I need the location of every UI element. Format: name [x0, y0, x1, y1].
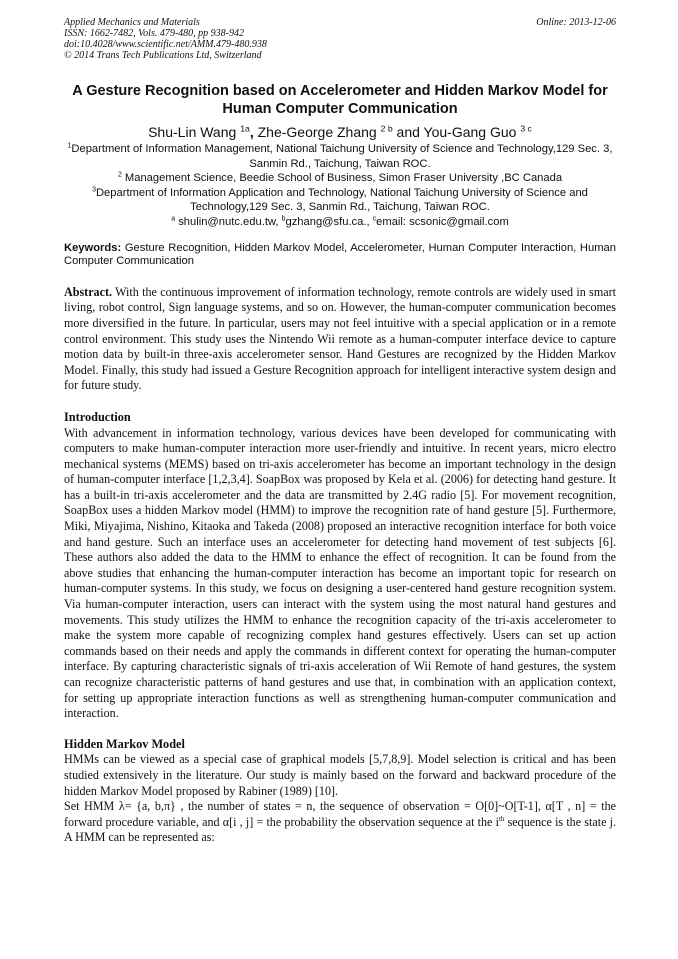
email-b[interactable]: gzhang@sfu.ca.,: [285, 215, 370, 228]
copyright-line: © 2014 Trans Tech Publications Ltd, Switzerland: [64, 50, 262, 61]
author-3: You-Gang Guo: [423, 124, 517, 140]
affiliation-1: [64, 142, 616, 171]
hmm-heading: Hidden Markov Model: [64, 736, 185, 751]
hmm-paragraph-2-sup: th: [498, 814, 505, 823]
affiliation-2: [64, 171, 616, 186]
email-a-sup: a: [171, 215, 176, 223]
abstract-label: Abstract.: [64, 284, 113, 299]
keywords-label: Keywords:: [64, 241, 122, 254]
online-date: Online: 2013-12-06: [536, 17, 616, 28]
email-c-sup: c: [372, 215, 377, 223]
email-a[interactable]: shulin@nutc.edu.tw,: [178, 215, 279, 228]
keywords: [64, 242, 616, 269]
issn-line: ISSN: 1662-7482, Vols. 479-480, pp 938-942: [64, 28, 244, 39]
affiliation-1-sup: 1: [67, 142, 72, 150]
affiliations: [64, 142, 616, 230]
abstract-text: With the continuous improvement of information technology, remote controls are widely used in smart living, robot control, Sign language systems, and so on. However, the human-computer communication becomes more diversified in the future. In particular, users may not feel intuitive with a special application or in a remote control environment. This study uses the Nintendo Wii remote as a human-computer interface device to capture motion data by built-in three-axis accelerometer sensor. Hand Gestures are recognized by the Hidden Markov Model. Finally, this study had issued a Gesture Recognition approach for intelligent interactive system design and for future study.: [64, 284, 616, 393]
affiliation-2-sup: 2: [117, 171, 122, 179]
hmm-section: [64, 737, 616, 846]
introduction-heading: Introduction: [64, 409, 131, 424]
hmm-paragraph-2a: Set HMM λ= {a, b,π} , the number of states = n, the sequence of observation = O[0]~O[T-1], α[T , n] = the forward procedure variable, and α[i , j] = the probability the observation sequence at the i: [64, 799, 616, 829]
introduction-text: With advancement in information technology, various devices have been developed for communicating with computers to make human-computer interaction more user-friendly and intuitive. In recent years, micro electro mechanical systems (MEMS) based on tri-axis accelerometer has become an important technology in the design of human-computer interface [1,2,3,4]. SoapBox was proposed by Kela et al. (2006) for detecting hand gesture. It has a built-in tri-axis accelerometer and the data are transmitted by 2.4G radio [5]. For movement recognition, SoapBox uses a hidden Markov model (HMM) to improve the recognition rate of hand gesture [5]. Furthermore, Miki, Miyajima, Nishino, Kitaoka and Takeda (2008) proposed an interactive recognition interface for both voice and hand gesture. Such an interface uses an accelerometer for detecting hand movement of test subjects [6]. These authors also added the data to the HMM to enhance the effect of recognition. It can be found from the above studies that enhancing the human-computer interaction has become an important topic for research on human-computer systems. In this study, we focus on designing a user-centered hand gesture recognition system. Via human-computer interaction, users can interact with the system using the most natural hand gestures and movements. This study utilizes the HMM to enhance the recognition capacity of the tri-axis accelerometer to make the system more capable of recognizing complex hand gestures effectively. Users can set up action commands based on their needs and apply the commands in different context for operating the human-computer interface. By capturing characteristic signals of tri-axis acceleration of Wii Remote of hand gestures, the system can recognize characteristic patterns of hand gestures and use that, in combination with an application context, for setting up appropriate interaction functions as well as strengthening human-computer communication and interaction.: [64, 425, 616, 721]
journal-header: [64, 17, 616, 61]
journal-name: Applied Mechanics and Materials: [64, 17, 200, 28]
paper-title: A Gesture Recognition based on Accelerometer and Hidden Markov Model for Human Computer Communication: [72, 83, 608, 117]
affiliation-1-text: Department of Information Management, National Taichung University of Science and Technology,129 Sec. 3, Sanmin Rd., Taichung, Taiwan ROC.: [71, 143, 613, 170]
paper-page: [64, 17, 616, 846]
keywords-text: Gesture Recognition, Hidden Markov Model, Accelerometer, Human Computer Interaction, Human Computer Communication: [64, 241, 617, 268]
author-1: Shu-Lin Wang: [148, 124, 237, 140]
affiliation-2-text: Management Science, Beedie School of Business, Simon Fraser University ,BC Canada: [124, 172, 563, 185]
author-list: Shu-Lin Wang $^{1a}$, Zhe-George Zhang $^{2 b}$ and You-Gang Guo $^{3 c}$: [148, 123, 532, 140]
affiliation-3-text: Department of Information Application and Technology, National Taichung University of Science and Technology,129 Sec. 3, Sanmin Rd., Taichung, Taiwan ROC.: [95, 186, 588, 214]
abstract: [64, 285, 616, 394]
affiliation-3-sup: 3: [92, 186, 96, 194]
hmm-paragraph-2: [64, 799, 616, 846]
email-line: [64, 215, 616, 230]
hmm-paragraph-1: HMMs can be viewed as a special case of graphical models [5,7,8,9]. Model selection is critical and has been studied extensively in the literature. Our study is mainly based on the forward and backward procedure of the hidden Markov Model proposed by Rabiner (1989) [10].: [64, 752, 616, 798]
doi-line: doi:10.4028/www.scientific.net/AMM.479-480.938: [64, 39, 267, 50]
email-b-sup: b: [281, 215, 286, 223]
author-2-sup: 2 b: [380, 123, 393, 134]
author-1-sup: 1a: [240, 123, 250, 134]
introduction-section: [64, 410, 616, 722]
affiliation-3: [64, 186, 616, 215]
author-and: and: [396, 124, 420, 140]
hmm-body: [64, 752, 616, 846]
email-c[interactable]: email: scsonic@gmail.com: [376, 215, 509, 228]
author-3-sup: 3 c: [520, 123, 532, 134]
hmm-paragraph-2b: sequence is the state j. A HMM can be represented as:: [64, 814, 616, 845]
author-2: Zhe-George Zhang: [257, 124, 377, 140]
